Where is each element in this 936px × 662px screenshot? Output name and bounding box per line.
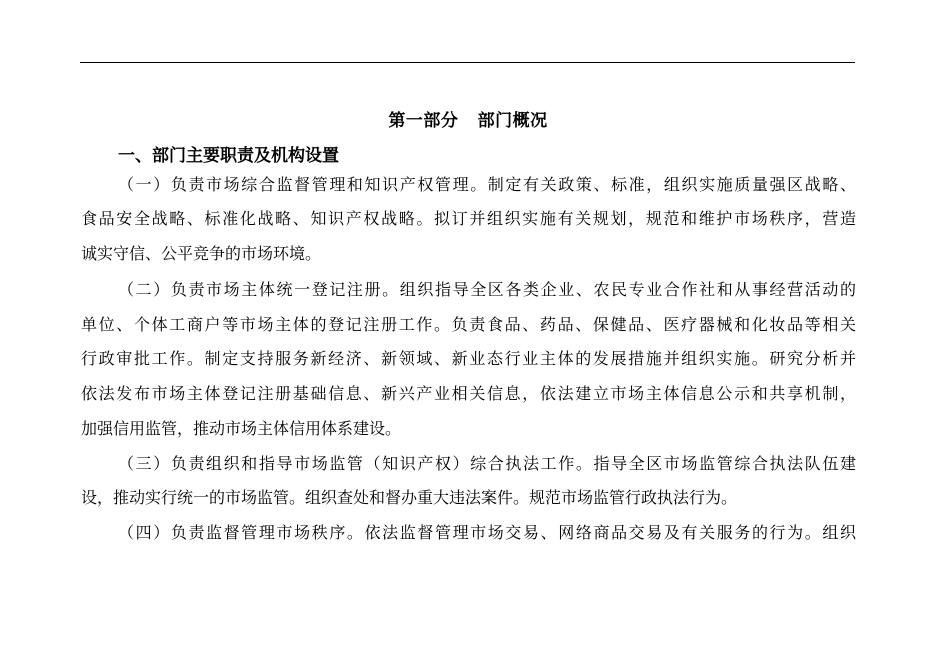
paragraph-line: （二）负责市场主体统一登记注册。组织指导全区各类企业、农民专业合作社和从事经营活动的 [118,280,856,299]
paragraph-line: （三）负责组织和指导市场监管（知识产权）综合执法工作。指导全区市场监管综合执法队伍建 [118,454,856,473]
paragraph-line: （一）负责市场综合监督管理和知识产权管理。制定有关政策、标准，组织实施质量强区战略、 [118,175,856,194]
paragraph-line: 诚实守信、公平竞争的市场环境。 [81,244,322,263]
header-rule [80,62,855,63]
paragraph-line: （四）负责监督管理市场秩序。依法监督管理市场交易、网络商品交易及有关服务的行为。组织 [118,523,856,542]
paragraph-line: 依法发布市场主体登记注册基础信息、新兴产业相关信息，依法建立市场主体信息公示和共享机制， [81,384,856,403]
part-title: 第一部分 部门概况 [388,111,548,131]
paragraph-line: 设，推动实行统一的市场监管。组织查处和督办重大违法案件。规范市场监管行政执法行为。 [81,488,738,507]
paragraph-line: 行政审批工作。制定支持服务新经济、新领域、新业态行业主体的发展措施并组织实施。研究分析并 [81,349,856,368]
paragraph-line: 单位、个体工商户等市场主体的登记注册工作。负责食品、药品、保健品、医疗器械和化妆品等相关 [81,315,856,334]
paragraph-line: 加强信用监管，推动市场主体信用体系建设。 [81,419,402,438]
paragraph-line: 食品安全战略、标准化战略、知识产权战略。拟订并组织实施有关规划，规范和维护市场秩序，营造 [81,209,856,228]
section-heading: 一、部门主要职责及机构设置 [118,146,339,166]
